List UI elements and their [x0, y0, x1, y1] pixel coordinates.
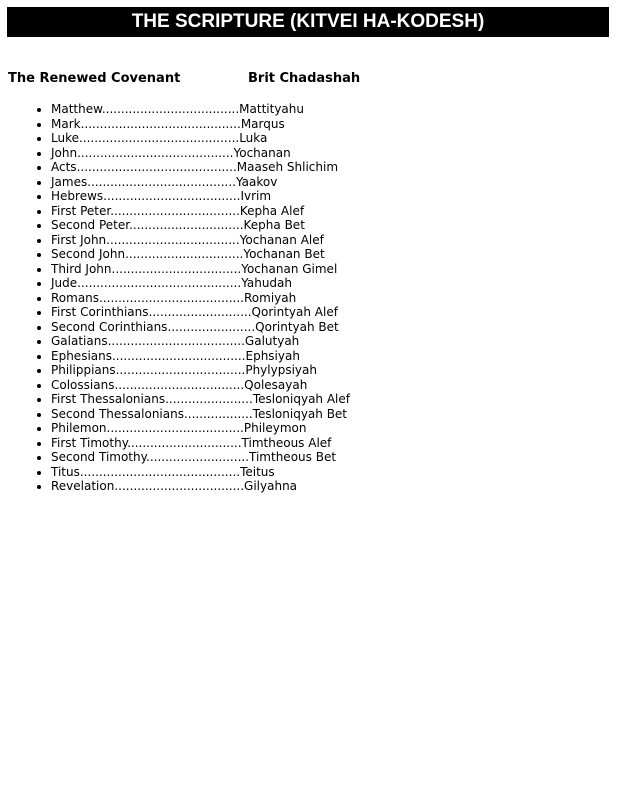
list-item — [51, 102, 350, 117]
book-english-name: Third John — [51, 261, 112, 276]
book-hebrew-name: Timtheous Bet — [249, 450, 337, 464]
book-hebrew-name: Yochanan Alef — [239, 232, 324, 247]
book-hebrew-name: Yochanan — [233, 145, 291, 160]
dot-leader: .................................. — [115, 363, 246, 377]
book-hebrew-name: Qorintyah Alef — [251, 305, 338, 319]
book-hebrew-name: Luka — [239, 131, 268, 145]
list-item — [51, 189, 350, 204]
dot-leader: .............................. — [129, 218, 244, 232]
book-hebrew-name: Galutyah — [244, 334, 300, 348]
book-english-name: First Corinthians — [51, 305, 149, 319]
book-hebrew-name: Ivrim — [240, 189, 272, 203]
book-english-name: Revelation — [51, 479, 115, 493]
list-item — [51, 175, 350, 190]
book-hebrew-name: Qorintyah Bet — [255, 319, 339, 334]
list-item — [51, 392, 350, 407]
list-item — [51, 349, 350, 364]
dot-leader: .................................. — [114, 377, 245, 392]
book-english-name: Philippians — [51, 363, 116, 377]
list-item — [51, 146, 350, 161]
header-renewed-covenant: The Renewed Covenant — [8, 71, 181, 86]
book-hebrew-name: Kepha Alef — [239, 203, 305, 218]
dot-leader: ........................... — [146, 450, 250, 464]
book-english-name: Matthew — [51, 102, 102, 116]
book-english-name: Second John — [51, 247, 126, 261]
book-hebrew-name: Yaakov — [235, 174, 278, 189]
book-hebrew-name: Phylypsiyah — [245, 363, 317, 377]
list-item — [51, 262, 350, 277]
book-hebrew-name: Kepha Bet — [243, 218, 305, 232]
dot-leader: .................................... — [103, 189, 241, 203]
list-item — [51, 117, 350, 132]
book-hebrew-name: Romiyah — [244, 290, 297, 305]
book-english-name: Second Corinthians — [51, 319, 168, 334]
book-english-name: First Timothy — [51, 435, 128, 450]
header-brit-chadashah: Brit Chadashah — [248, 71, 361, 86]
dot-leader: ........................... — [148, 305, 252, 319]
book-english-name: Ephesians — [51, 348, 112, 363]
dot-leader: ................................... — [111, 348, 246, 363]
dot-leader: .................. — [183, 406, 253, 421]
book-hebrew-name: Tesloniqyah Bet — [252, 406, 348, 421]
book-english-name: First Thessalonians — [51, 392, 166, 406]
book-list — [0, 102, 350, 494]
dot-leader: .................................. — [110, 203, 240, 218]
list-item — [51, 305, 350, 320]
dot-leader: ....................... — [167, 319, 256, 334]
book-hebrew-name: Marqus — [240, 116, 285, 131]
list-item — [51, 291, 350, 306]
page-title — [7, 7, 609, 37]
book-english-name: James — [51, 174, 88, 189]
book-english-name: Hebrews — [51, 189, 104, 203]
dot-leader: ......................................... — [77, 145, 234, 160]
book-english-name: Philemon — [51, 421, 107, 435]
book-english-name: Mark — [51, 116, 81, 131]
dot-leader: ....................... — [165, 392, 253, 406]
list-item — [51, 247, 350, 262]
list-item — [51, 320, 350, 335]
dot-leader: .................................... — [106, 421, 244, 435]
list-item — [51, 465, 350, 480]
list-item — [51, 276, 350, 291]
book-hebrew-name: Timtheous Alef — [241, 435, 332, 450]
list-item — [51, 218, 350, 233]
dot-leader: .......................................... — [78, 131, 240, 145]
book-hebrew-name: Maaseh Shlichim — [236, 160, 339, 174]
book-hebrew-name: Qolesayah — [244, 377, 308, 392]
book-english-name: Acts — [51, 160, 77, 174]
book-hebrew-name: Yochanan Bet — [243, 247, 325, 261]
dot-leader: ....................................... — [87, 174, 236, 189]
dot-leader: .......................................... — [80, 116, 241, 131]
dot-leader: .................................... — [101, 102, 240, 116]
book-hebrew-name: Tesloniqyah Alef — [252, 392, 350, 406]
book-english-name: Colossians — [51, 377, 115, 392]
book-hebrew-name: Yochanan Gimel — [241, 261, 338, 276]
book-hebrew-name: Mattityahu — [239, 102, 304, 116]
dot-leader: .............................. — [127, 435, 242, 450]
book-english-name: First John — [51, 232, 107, 247]
list-item — [51, 363, 350, 378]
list-item — [51, 204, 350, 219]
book-english-name: Titus — [51, 464, 80, 479]
book-hebrew-name: Gilyahna — [244, 479, 298, 493]
book-english-name: Romans — [51, 290, 100, 305]
list-item — [51, 421, 350, 436]
dot-leader: .................................. — [114, 479, 245, 493]
list-item — [51, 233, 350, 248]
list-item — [51, 160, 350, 175]
list-item — [51, 131, 350, 146]
list-item — [51, 436, 350, 451]
book-english-name: Luke — [51, 131, 79, 145]
book-hebrew-name: Ephsiyah — [245, 348, 300, 363]
list-item — [51, 378, 350, 393]
book-hebrew-name: Phileymon — [243, 421, 307, 435]
dot-leader: ...................................... — [99, 290, 244, 305]
list-item — [51, 407, 350, 422]
list-item — [51, 479, 350, 494]
book-english-name: Second Peter — [51, 218, 130, 232]
dot-leader: .................................. — [111, 261, 242, 276]
book-english-name: Second Timothy — [51, 450, 147, 464]
column-headers — [8, 71, 408, 89]
dot-leader: ............................... — [125, 247, 244, 261]
book-english-name: First Peter — [51, 203, 111, 218]
list-item — [51, 450, 350, 465]
page-title-text: THE SCRIPTURE (KITVEI HA-KODESH) — [131, 11, 485, 32]
dot-leader: ........................................... — [77, 276, 242, 290]
dot-leader: ................................... — [106, 232, 240, 247]
list-item — [51, 334, 350, 349]
book-hebrew-name: Yahudah — [241, 276, 293, 290]
book-hebrew-name: Teitus — [240, 464, 275, 479]
book-english-name: Jude — [51, 276, 78, 290]
dot-leader: .......................................... — [79, 464, 241, 479]
dot-leader: .......................................... — [76, 160, 237, 174]
dot-leader: .................................... — [107, 334, 245, 348]
book-english-name: Second Thessalonians — [51, 406, 184, 421]
book-english-name: Galatians — [51, 334, 108, 348]
book-english-name: John — [51, 145, 78, 160]
